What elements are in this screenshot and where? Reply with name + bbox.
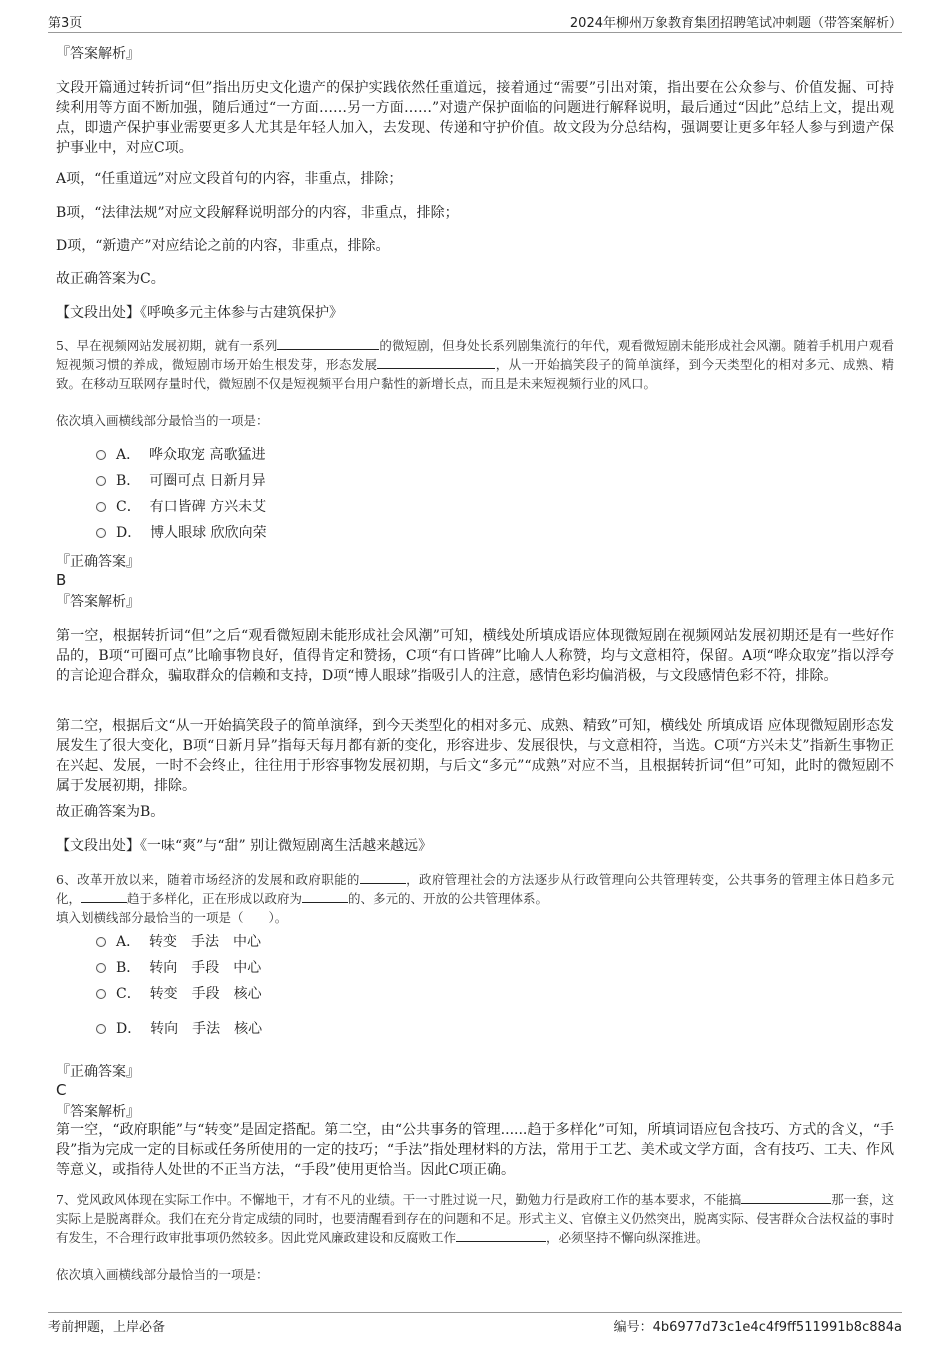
q6-option-a[interactable]: A． 转变 手法 中心 [96,932,261,952]
radio-icon[interactable] [96,1024,106,1034]
q4-source: 【文段出处】《呼唤多元主体参与古建筑保护》 [56,305,343,321]
radio-icon[interactable] [96,502,106,512]
radio-icon[interactable] [96,450,106,460]
q5-stem: 5、早在视频网站发展初期，就有一系列 的微短剧，但身处长系列剧集流行的年代，观看微短剧未能形成社会风潮。随着手机用户观看短视频习惯的养成，微短剧市场开始生根发芽，形态发展 ，从一开始搞笑段子的简单演绎，到今天类型化的相对多元、成熟、精致。在移动互联网存量时代，微短剧不仅是短视频平台用户黏性的新增长点，而且是未来短视频行业的风口。 [56,338,894,391]
q4-analysis-option-b: B项，“法律法规”对应文段解释说明部分的内容，非重点，排除； [56,205,459,221]
blank-line [741,1203,831,1204]
q4-conclusion: 故正确答案为C。 [56,271,165,287]
blank-line [377,368,495,369]
q5-option-c[interactable]: C． 有口皆碑 方兴未艾 [96,497,266,517]
radio-icon[interactable] [96,989,106,999]
footer-slogan: 考前押题，上岸必备 [48,1320,166,1335]
q5-analysis-heading: 『答案解析』 [56,594,140,610]
radio-icon[interactable] [96,937,106,947]
q5-source: 【文段出处】《一味“爽”与“甜” 别让微短剧离生活越来越远》 [56,838,433,854]
blank-line [360,883,406,884]
radio-icon[interactable] [96,528,106,538]
q5-analysis-paragraph-2: 第二空，根据后文“从一开始搞笑段子的简单演绎，到今天类型化的相对多元、成熟、精致”可知，横线处 所填成语 应体现微短剧形态发展发生了很大变化，B项“日新月异”指每天每月都有新的变化，形容进步、发展很快，与文意相符，当选。C项“方兴未艾”指新生事物正在兴起、发展，一时不会终止，往往用于形容事物发展初期，与后文“多元”“成熟”对应不当，且根据转折词“但”可知，此时的微短剧不属于发展初期，排除。 [56,718,894,794]
q5-answer: B [56,571,67,589]
radio-icon[interactable] [96,963,106,973]
q6-answer-heading: 『正确答案』 [56,1064,140,1080]
q4-analysis-option-a: A项，“任重道远”对应文段首句的内容，非重点，排除； [56,171,403,187]
blank-line [302,902,348,903]
q5-conclusion: 故正确答案为B。 [56,804,165,820]
document-title: 2024年柳州万象教育集团招聘笔试冲刺题（带答案解析） [569,16,902,31]
document-id: 编号：4b6977d73c1e4c4f9ff511991b8c884a [613,1320,902,1335]
q5-option-d[interactable]: D． 博人眼球 欣欣向荣 [96,523,267,543]
blank-line [81,902,127,903]
blank-line [277,349,379,350]
q6-analysis-paragraph: 第一空，“政府职能”与“转变”是固定搭配。第二空，由“公共事务的管理......趋于多样化”可知，所填词语应包含技巧、方式的含义，“手段”指为完成一定的目标或任务所使用的一定的技巧；“手法”指处理材料的方法，常用于工艺、美术或文学方面，含有技巧、工夫、作风等意义，或指待人处世的不正当方法，“手段”使用更恰当。因此C项正确。 [56,1122,894,1178]
q5-answer-heading: 『正确答案』 [56,554,140,570]
page-number: 第3页 [48,16,83,31]
q6-option-b[interactable]: B． 转向 手段 中心 [96,958,261,978]
q6-answer: C [56,1081,67,1099]
radio-icon[interactable] [96,476,106,486]
q5-analysis-paragraph-1: 第一空，根据转折词“但”之后“观看微短剧未能形成社会风潮”可知，横线处所填成语应体现微短剧在视频网站发展初期还是有一些好作品的，B项“可圈可点”比喻事物良好，值得肯定和赞扬，C项“有口皆碑”比喻人人称赞，均与文意相符，保留。A项“哗众取宠”指以浮夸的言论迎合群众，骗取群众的信赖和支持，D项“博人眼球”指吸引人的注意，感情色彩均偏消极，与文段感情色彩不符，排除。 [56,628,894,684]
q6-analysis-heading: 『答案解析』 [56,1104,140,1120]
q6-option-d[interactable]: D． 转向 手法 核心 [96,1019,262,1039]
q5-option-a[interactable]: A． 哗众取宠 高歌猛进 [96,445,265,465]
page-header [48,10,902,33]
q5-option-b[interactable]: B． 可圈可点 日新月异 [96,471,266,491]
q7-prompt: 依次填入画横线部分最恰当的一项是： [56,1267,269,1282]
page-footer [48,1312,902,1335]
q4-analysis-heading: 『答案解析』 [56,46,140,62]
q6-option-c[interactable]: C． 转变 手段 核心 [96,984,262,1004]
q6-stem: 6、改革开放以来，随着市场经济的发展和政府职能的 ，政府管理社会的方法逐步从行政管理向公共管理转变，公共事务的管理主体日趋多元化， 趋于多样化，正在形成以政府为 的、多元的、开放的公共管理体系。 [56,872,894,906]
q4-analysis-paragraph: 文段开篇通过转折词“但”指出历史文化遗产的保护实践依然任重道远，接着通过“需要”引出对策，指出要在公众参与、价值发掘、可持续利用等方面不断加强，随后通过“一方面……另一方面……”对遗产保护面临的问题进行解释说明，最后通过“因此”总结上文，提出观点，即遗产保护事业需要更多人尤其是年轻人加入，去发现、传递和守护价值。故文段为分总结构，强调要让更多年轻人参与到遗产保护事业中，对应C项。 [56,80,894,156]
q4-analysis-option-d: D项，“新遗产”对应结论之前的内容，非重点，排除。 [56,238,390,254]
q7-stem: 7、党风政风体现在实际工作中。不懈地干，才有不凡的业绩。干一寸胜过说一尺，勤勉力行是政府工作的基本要求，不能搞 那一套，这实际上是脱离群众。我们在充分肯定成绩的同时，也要清醒看到存在的问题和不足。形式主义、官僚主义仍然突出，脱离实际、侵害群众合法权益的事时有发生，不合理行政审批事项仍然较多。因此党风廉政建设和反腐败工作 ，必须坚持不懈向纵深推进。 [56,1192,894,1245]
q6-prompt: 填入划横线部分最恰当的一项是（ ）。 [56,910,288,925]
q5-prompt: 依次填入画横线部分最恰当的一项是： [56,413,269,428]
blank-line [456,1241,546,1242]
